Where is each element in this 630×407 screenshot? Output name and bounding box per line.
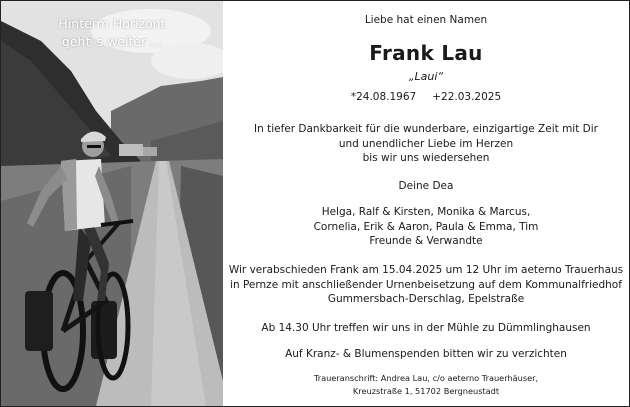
mourning-address: [223, 372, 629, 398]
mourners-line-1: Helga, Ralf & Kirsten, Monika & Marcus,: [321, 206, 531, 218]
address-line-1: Traueranschrift: Andrea Lau, c/o aeterno Trauerhäuser,: [313, 373, 539, 383]
thanks-line-2: und unendlicher Liebe im Herzen: [338, 137, 514, 150]
flowers-note: Auf Kranz- & Blumenspenden bitten wir zu verzichten: [285, 348, 567, 360]
gathering-note: Ab 14.30 Uhr treffen wir uns in der Mühle zu Dümmlinghausen: [261, 322, 591, 334]
funeral-line-3: Gummersbach-Derschlag, Epelstraße: [327, 293, 525, 305]
deceased-name: Frank Lau: [369, 41, 483, 65]
funeral-details: [223, 263, 629, 307]
death-date: +22.03.2025: [432, 91, 502, 103]
mourners-line-3: Freunde & Verwandte: [369, 235, 483, 247]
mourners-line-2: Cornelia, Erik & Aaron, Paula & Emma, Tim: [313, 220, 539, 233]
nickname: „Laui“: [408, 70, 444, 83]
cyclist-photo-drawing: [1, 1, 223, 406]
cyclist-photo: [1, 1, 223, 406]
intro-line: Liebe hat einen Namen: [364, 14, 488, 26]
mourners-list: [223, 205, 629, 249]
photo-caption: [1, 15, 223, 51]
thanks-paragraph: [223, 122, 629, 166]
thanks-line-1: In tiefer Dankbarkeit für die wunderbare, einzigartige Zeit mit Dir: [254, 123, 598, 135]
address-line-2: Kreuzstraße 1, 51702 Bergneustadt: [352, 386, 500, 396]
funeral-line-1: Wir verabschieden Frank am 15.04.2025 um 12 Uhr im aeterno Trauerhaus: [228, 264, 624, 276]
photo-caption-line-1: Hinterm Horizont: [58, 16, 166, 31]
funeral-line-2: in Pernze mit anschließender Urnenbeisetzung auf dem Kommunalfriedhof: [230, 278, 622, 291]
obituary-text: [223, 1, 629, 406]
birth-date: *24.08.1967: [350, 91, 417, 103]
life-dates: [223, 91, 629, 103]
photo-caption-line-2: geht`s weiter ...: [61, 34, 163, 49]
signature: Deine Dea: [398, 180, 454, 192]
thanks-line-3: bis wir uns wiedersehen: [362, 152, 490, 164]
